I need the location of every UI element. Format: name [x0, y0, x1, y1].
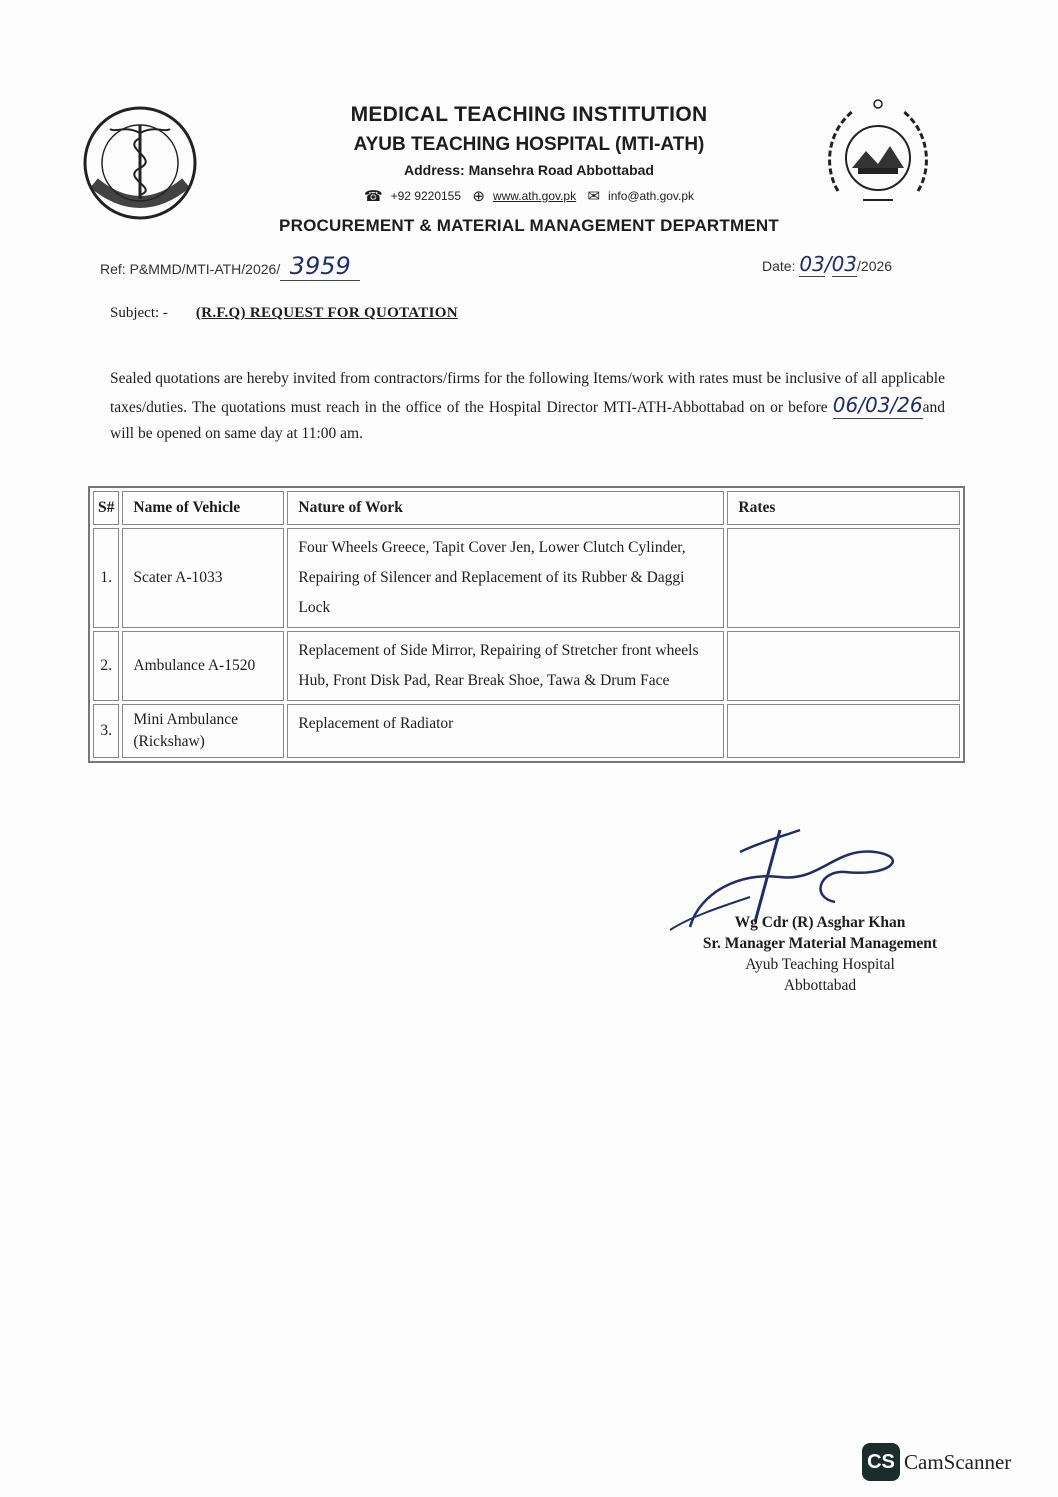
row-work: Replacement of Side Mirror, Repairing of Stretcher front wheels Hub, Front Disk Pad, Rear Break Shoe, Tawa & Drum Face: [287, 631, 724, 701]
header-work: Nature of Work: [287, 491, 724, 525]
ref-handwritten-number: 3959: [280, 252, 360, 281]
header-rates: Rates: [727, 491, 960, 525]
institution-title: MEDICAL TEACHING INSTITUTION: [350, 103, 708, 126]
row-rate[interactable]: [727, 528, 960, 628]
row-vehicle: Mini Ambulance (Rickshaw): [122, 704, 284, 758]
camscanner-label: CamScanner: [904, 1449, 1012, 1474]
phone-icon: ☎: [363, 188, 383, 205]
row-rate[interactable]: [727, 631, 960, 701]
contact-line: [0, 187, 1058, 205]
body-text-2: and will be opened on same day at 11:00 am.: [110, 399, 945, 442]
mail-icon: ✉: [587, 188, 601, 205]
camscanner-icon: CS: [862, 1443, 900, 1481]
header-vehicle: Name of Vehicle: [122, 491, 284, 525]
table-header-row: [93, 491, 960, 525]
camscanner-watermark: [862, 1443, 1011, 1481]
subject-line: [110, 305, 458, 322]
signature-block: [640, 912, 1000, 996]
header-sno: S#: [93, 491, 119, 525]
row-sno: 1.: [93, 528, 119, 628]
globe-icon: ⊕: [472, 188, 485, 205]
table-row: [93, 528, 960, 628]
letter-date: Date: 03/03/2026: [762, 252, 893, 276]
ref-prefix: Ref: P&MMD/MTI-ATH/2026/: [100, 261, 281, 277]
signatory-designation: Sr. Manager Material Management: [702, 935, 938, 952]
row-sno: 3.: [93, 704, 119, 758]
date-day: 03: [799, 252, 825, 276]
hospital-address: Address: Mansehra Road Abbottabad: [404, 162, 654, 178]
body-text-1: Sealed quotations are hereby invited from contractors/firms for the following Items/work with rates must be inclusive of all applicable taxes/duties. The quotations must reach in the office of the Hospital Director MTI-ATH-Abbottabad on or before: [110, 370, 945, 416]
row-work: Four Wheels Greece, Tapit Cover Jen, Lower Clutch Cylinder, Repairing of Silencer and Replacement of its Rubber & Daggi Lock: [287, 528, 724, 628]
department-title: PROCUREMENT & MATERIAL MANAGEMENT DEPARTMENT: [279, 216, 779, 235]
date-month: 03: [831, 252, 858, 276]
signatory-name: Wg Cdr (R) Asghar Khan: [734, 914, 906, 931]
signatory-org: Ayub Teaching Hospital: [745, 956, 895, 973]
phone-number: +92 9220155: [390, 189, 462, 203]
email-address[interactable]: info@ath.gov.pk: [608, 189, 695, 203]
row-rate[interactable]: [727, 704, 960, 758]
row-vehicle: Scater A-1033: [122, 528, 284, 628]
subject-text: (R.F.Q) REQUEST FOR QUOTATION: [195, 305, 458, 321]
hospital-title: AYUB TEACHING HOSPITAL (MTI-ATH): [353, 134, 705, 155]
subject-label: Subject: -: [110, 305, 168, 321]
date-label: Date:: [762, 258, 796, 274]
signatory-city: Abbottabad: [783, 977, 857, 994]
table-row: [93, 631, 960, 701]
website-link[interactable]: www.ath.gov.pk: [492, 189, 577, 203]
row-vehicle: Ambulance A-1520: [122, 631, 284, 701]
body-paragraph: [110, 366, 945, 447]
deadline-date: 06/03/26: [832, 393, 923, 417]
row-work: Replacement of Radiator: [287, 704, 724, 758]
table-row: [93, 704, 960, 758]
work-table: [88, 486, 965, 763]
row-sno: 2.: [93, 631, 119, 701]
reference-number: [100, 252, 360, 281]
date-year: /2026: [857, 258, 893, 274]
